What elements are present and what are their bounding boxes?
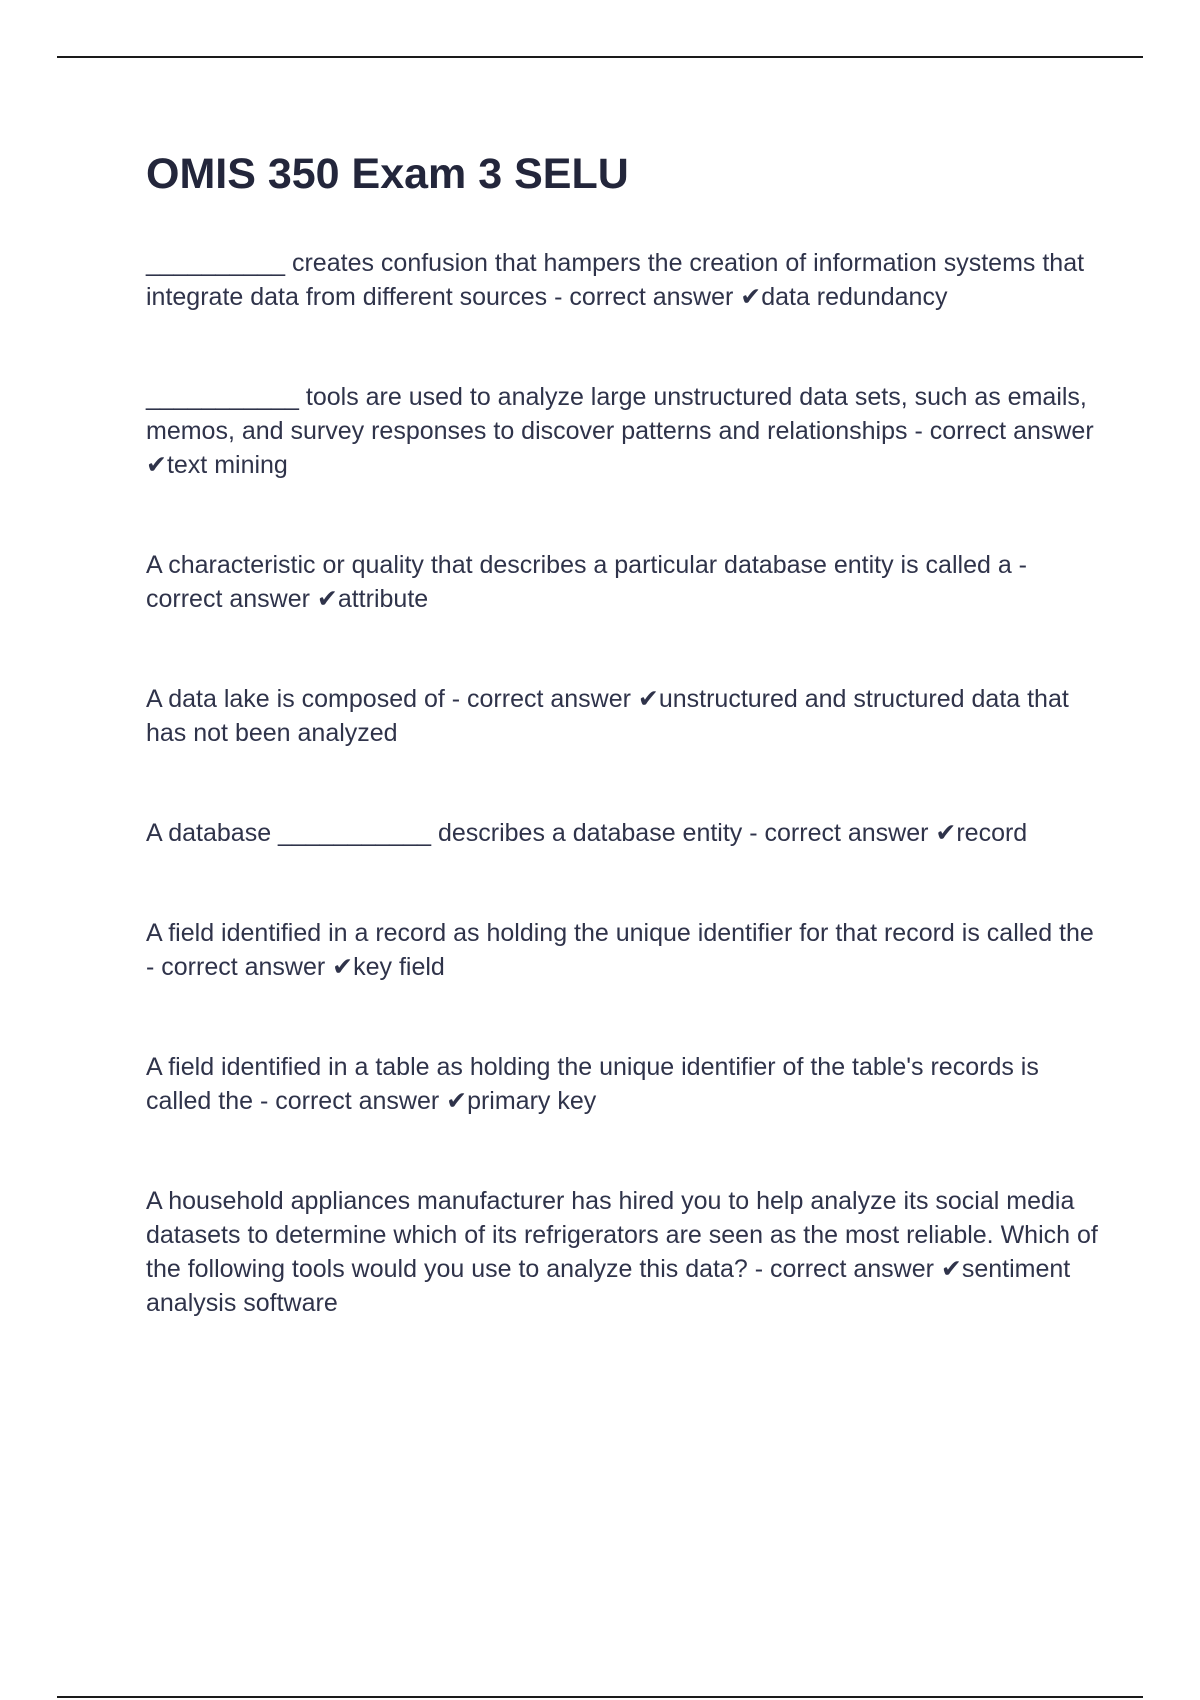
qa-item: A field identified in a record as holding the unique identifier for that record is called the - correct answer ✔key field <box>146 919 1094 981</box>
bottom-rule <box>57 1696 1143 1698</box>
qa-item: A database ___________ describes a database entity - correct answer ✔record <box>146 819 1028 847</box>
qa-item: A characteristic or quality that describes a particular database entity is called a - correct answer ✔attribute <box>146 551 1027 613</box>
qa-item: A household appliances manufacturer has hired you to help analyze its social media datasets to determine which of its refrigerators are seen as the most reliable. Which of the following tools would you use to analyze this data? - correct answer ✔sentiment analysis software <box>146 1187 1098 1317</box>
qa-item: A field identified in a table as holding the unique identifier of the table's records is called the - correct answer ✔primary key <box>146 1053 1039 1115</box>
document-body <box>146 144 1106 1386</box>
qa-list <box>146 246 1106 1320</box>
qa-item: __________ creates confusion that hampers the creation of information systems that integrate data from different sources - correct answer ✔data redundancy <box>146 249 1085 311</box>
qa-item: A data lake is composed of - correct answer ✔unstructured and structured data that has not been analyzed <box>146 685 1069 747</box>
qa-item: ___________ tools are used to analyze large unstructured data sets, such as emails, memos, and survey responses to discover patterns and relationships - correct answer ✔text mining <box>146 383 1094 479</box>
document-title: OMIS 350 Exam 3 SELU <box>146 150 629 198</box>
top-rule <box>57 56 1143 58</box>
